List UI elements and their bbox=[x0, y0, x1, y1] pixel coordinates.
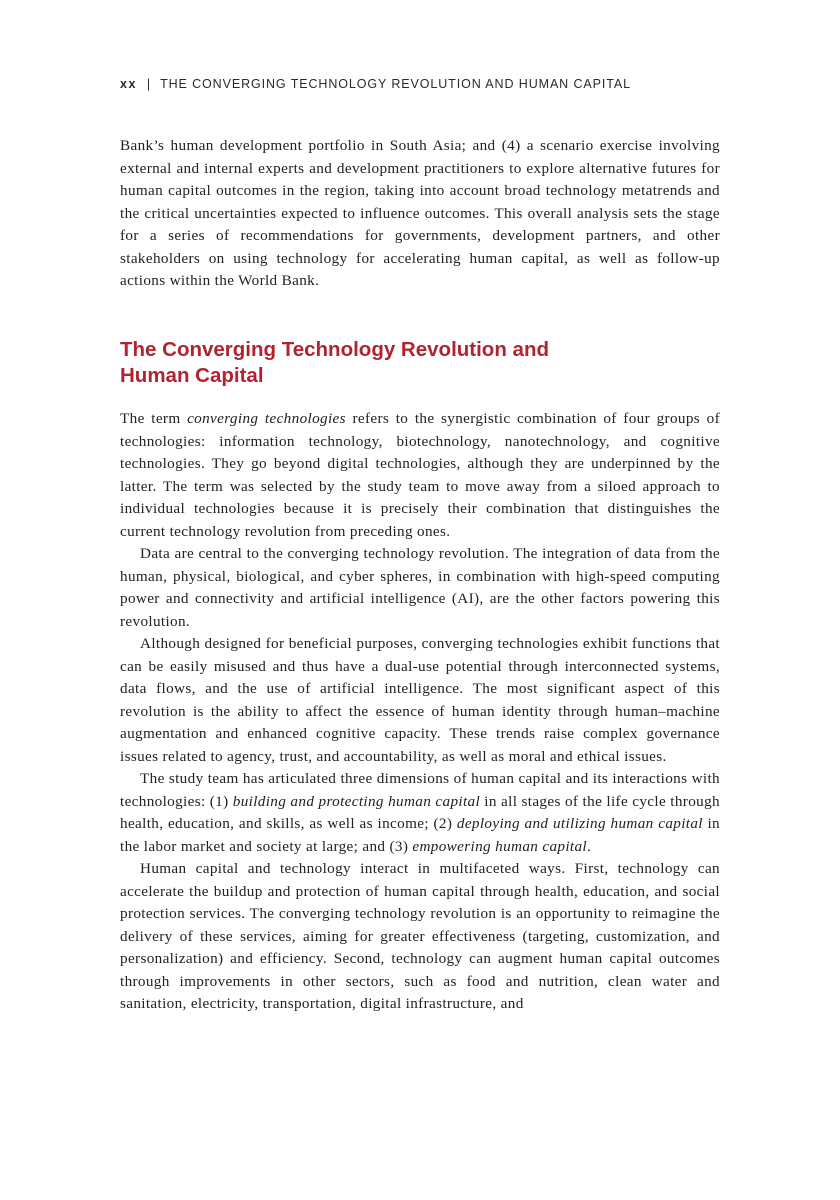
running-title: THE CONVERGING TECHNOLOGY REVOLUTION AND HUMAN CAPITAL bbox=[160, 77, 631, 91]
section-body bbox=[120, 408, 720, 1016]
paragraph-1-text-b: refers to the synergistic combination of four groups of technologies: information technology, biotechnology, nanotechnology, and cognitive technologies. They go beyond digital technologies, although they are underpinned by the latter. The term was selected by the study team to move away from a siloed approach to individual technologies because it is precisely their combination that distinguishes the current technology revolution from preceding ones. bbox=[120, 410, 720, 540]
header-separator: | bbox=[146, 77, 152, 91]
paragraph-4 bbox=[120, 768, 720, 858]
paragraph-4-emphasis-1: building and protecting human capital bbox=[232, 792, 481, 810]
paragraph-2: Data are central to the converging technology revolution. The integration of data from the human, physical, biological, and cyber spheres, in combination with high-speed computing power and connectivity and artificial intelligence (AI), are the other factors powering this revolution. bbox=[120, 545, 720, 630]
paragraph-4-emphasis-3: empowering human capital bbox=[412, 837, 587, 855]
paragraph-1 bbox=[120, 408, 720, 543]
section-heading-line-1: The Converging Technology Revolution and bbox=[120, 338, 549, 361]
paragraph-1-emphasis: converging technologies bbox=[187, 410, 346, 427]
paragraph-4-text-c: in the labor market and society at large; and (3) bbox=[120, 815, 720, 855]
intro-paragraph: Bank’s human development portfolio in South Asia; and (4) a scenario exercise involving external and internal experts and development practitioners to explore alternative futures for human capital outcomes in the region, taking into account broad technology metatrends and the critical uncertainties expected to influence outcomes. This overall analysis sets the stage for a series of recommendations for governments, development partners, and other stakeholders on using technology for accelerating human capital, as well as follow-up actions within the World Bank. bbox=[120, 137, 720, 289]
paragraph-4-emphasis-2: deploying and utilizing human capital bbox=[456, 815, 703, 832]
paragraph-4-text-b: in all stages of the life cycle through health, education, and skills, as well as income; (2) bbox=[120, 792, 720, 832]
paragraph-3: Although designed for beneficial purposes, converging technologies exhibit functions that can be easily misused and thus have a dual-use potential through interconnected systems, data flows, and the use of artificial intelligence. The most significant aspect of this revolution is the ability to affect the essence of human identity through human–machine augmentation and enhanced cognitive capacity. These trends raise complex governance issues related to agency, trust, and accountability, as well as moral and ethical issues. bbox=[120, 635, 720, 765]
section-heading bbox=[120, 337, 640, 389]
paragraph-1-text-a: The term bbox=[120, 410, 188, 427]
paragraph-4-text-d: . bbox=[587, 837, 592, 855]
running-header bbox=[120, 77, 720, 91]
paragraph-5: Human capital and technology interact in multifaceted ways. First, technology can accelerate the buildup and protection of human capital through health, education, and social protection services. The converging technology revolution is an opportunity to reimagine the delivery of these services, aiming for greater effectiveness (targeting, customization, and personalization) and efficiency. Second, technology can augment human capital outcomes through improvements in other sectors, such as food and nutrition, clean water and sanitation, electricity, transportation, digital infrastructure, and bbox=[120, 860, 720, 1012]
section-heading-line-2: Human Capital bbox=[120, 364, 264, 387]
page-number: xx bbox=[120, 77, 137, 91]
intro-text-block bbox=[120, 135, 720, 293]
paragraph-4-text-a: The study team has articulated three dimensions of human capital and its interactions with technologies: (1) bbox=[120, 770, 720, 810]
